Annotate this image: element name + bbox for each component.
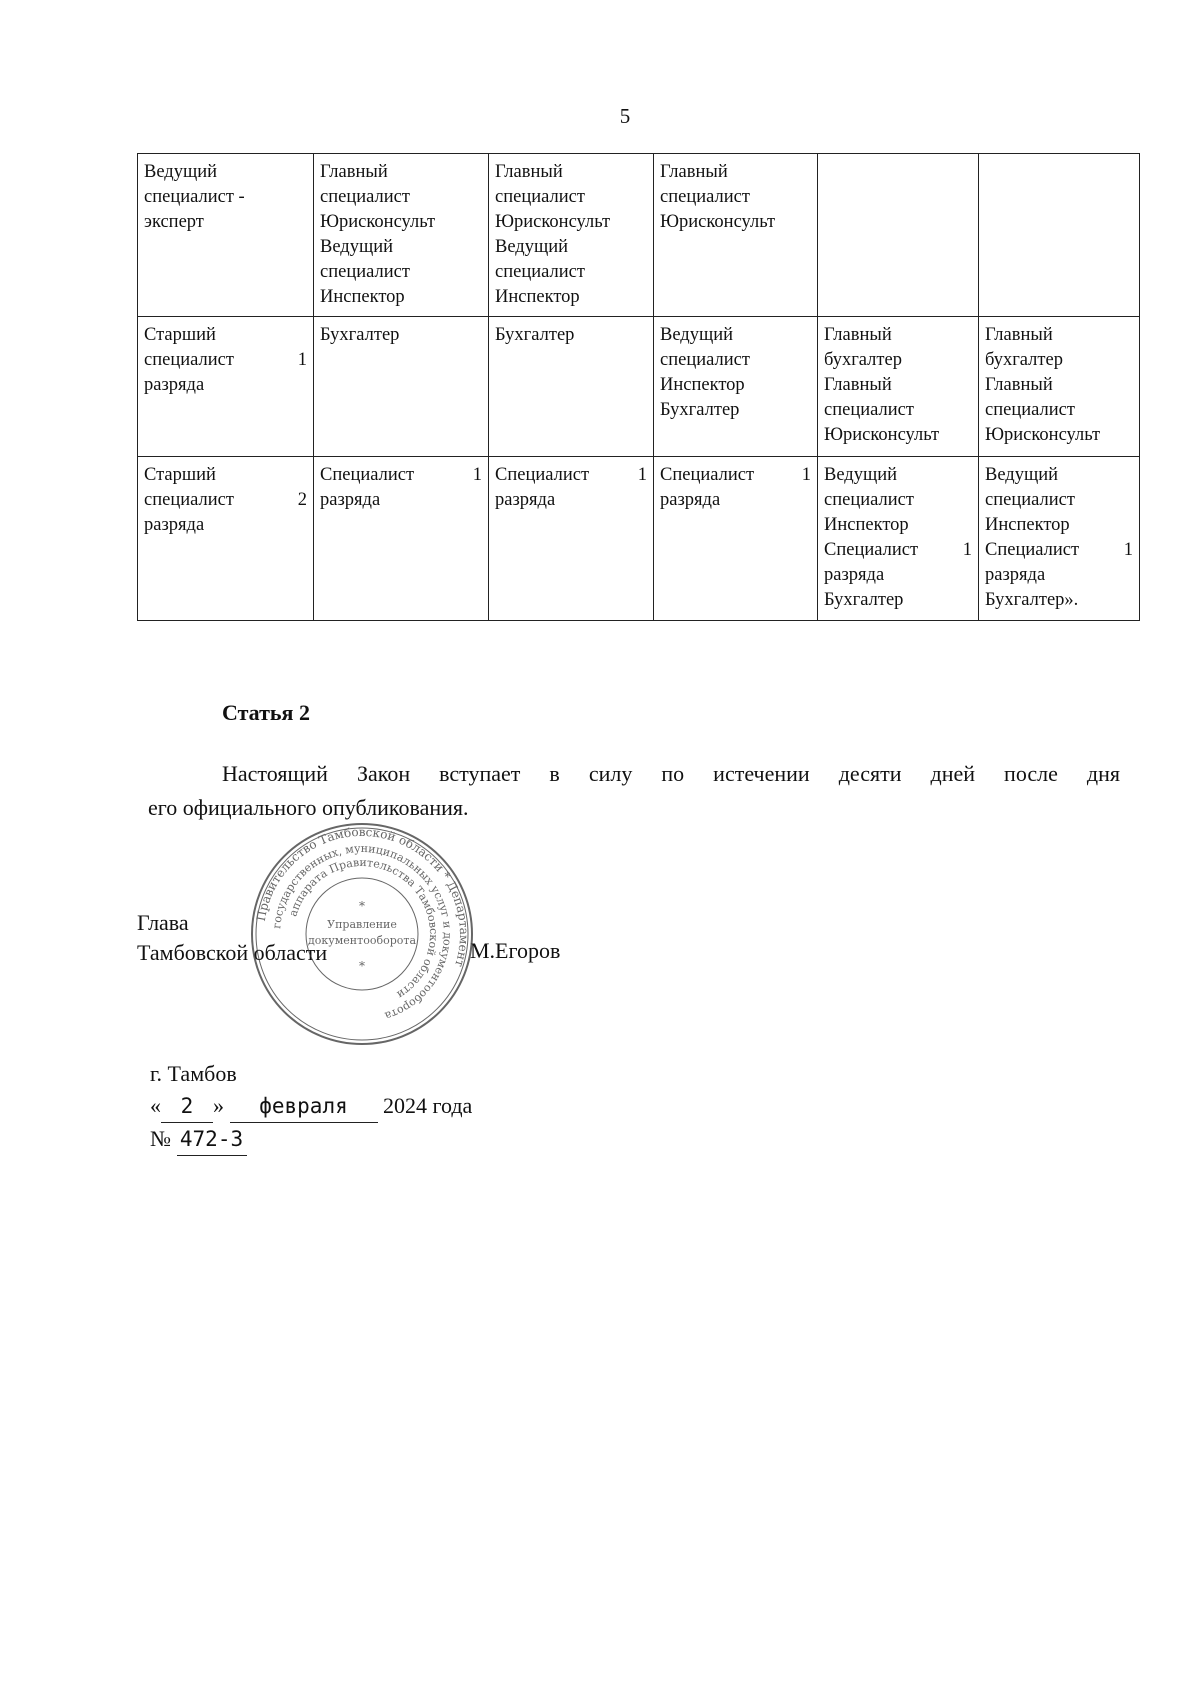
table-cell-line: Главный <box>985 325 1053 345</box>
table-cell-line: Специалист 1 <box>320 465 482 485</box>
article-text-line-1: Настоящий Закон вступает в силу по истечении десяти дней после дня <box>222 761 1120 786</box>
table-cell-line: Инспектор <box>495 287 580 307</box>
table-cell-line: специалист <box>320 187 410 207</box>
table-cell-line: Главный <box>320 162 388 182</box>
table-cell-line: Специалист 1 <box>824 540 972 560</box>
table-cell-line: разряда <box>985 565 1046 585</box>
table-row <box>138 317 1140 457</box>
article-text <box>148 757 1120 825</box>
signature-role-line-2: Тамбовской области <box>137 940 328 965</box>
svg-text:аппарата Правительства Тамбовс: аппарата Правительства Тамбовской области <box>286 855 441 1002</box>
table-cell-line: Ведущий <box>985 465 1059 485</box>
date-close-quote: » <box>213 1093 224 1118</box>
signing-date <box>150 1090 472 1123</box>
table-cell <box>314 154 489 317</box>
table-cell-line: специалист <box>985 490 1075 510</box>
svg-text:*: * <box>359 959 365 973</box>
signature-name: М.Егоров <box>470 938 561 963</box>
table-row-header-cell <box>138 317 314 457</box>
table-cell-line: специалист 2 <box>144 490 307 510</box>
table-cell <box>979 317 1140 457</box>
table-cell <box>314 317 489 457</box>
table-cell-line: Старший <box>144 465 216 485</box>
table-cell-line: бухгалтер <box>824 350 902 370</box>
table-cell <box>818 154 979 317</box>
table-cell-line: разряда <box>660 490 721 510</box>
page-number: 5 <box>619 104 631 128</box>
table-cell-line: разряда <box>495 490 556 510</box>
table-cell <box>818 457 979 621</box>
table-row-header-cell <box>138 154 314 317</box>
date-open-quote: « <box>150 1093 161 1118</box>
table-cell-line: специалист <box>824 490 914 510</box>
table-cell-line: Юрисконсульт <box>824 425 940 445</box>
table-cell-line: Ведущий <box>495 237 569 257</box>
table-cell <box>979 154 1140 317</box>
table-row <box>138 457 1140 621</box>
table-cell-line: Бухгалтер». <box>985 590 1079 610</box>
city: г. Тамбов <box>150 1061 237 1086</box>
table-cell-line: специалист <box>320 262 410 282</box>
table-cell-line: специалист 1 <box>144 350 307 370</box>
table-cell <box>654 457 818 621</box>
table-cell <box>654 154 818 317</box>
table-cell-line: Инспектор <box>985 515 1070 535</box>
law-number <box>150 1123 472 1156</box>
table-cell <box>979 457 1140 621</box>
table-cell-line: специалист <box>824 400 914 420</box>
date-day: 2 <box>161 1090 213 1123</box>
table-cell-line: Бухгалтер <box>824 590 904 610</box>
table-cell-line: Юрисконсульт <box>495 212 611 232</box>
table-cell <box>489 317 654 457</box>
article-text-line-2: его официального опубликования. <box>148 795 469 820</box>
date-month: февраля <box>230 1090 378 1123</box>
table-cell-line: Юрисконсульт <box>660 212 776 232</box>
table-cell-line: Юрисконсульт <box>985 425 1101 445</box>
table-cell-line: эксперт <box>144 212 204 232</box>
date-year: 2024 года <box>383 1093 473 1118</box>
table-cell-line: разряда <box>824 565 885 585</box>
table-cell-line: Бухгалтер <box>495 325 575 345</box>
table-cell-line: разряда <box>144 375 205 395</box>
table-cell-line: Главный <box>824 325 892 345</box>
table-cell-line: Бухгалтер <box>660 400 740 420</box>
signature-role-line-1: Глава <box>137 910 189 935</box>
table-cell-line: бухгалтер <box>985 350 1063 370</box>
table-cell-line: разряда <box>320 490 381 510</box>
place-date-number <box>150 1058 472 1156</box>
svg-text:Правительство Тамбовской облас: Правительство Тамбовской области * Департамент <box>253 824 472 969</box>
table-row <box>138 154 1140 317</box>
table-cell-line: Инспектор <box>824 515 909 535</box>
table-cell-line: Бухгалтер <box>320 325 400 345</box>
svg-text:государственных, муниципальных: государственных, муниципальных услуг и документооборота <box>270 841 455 1023</box>
table-cell-line: Главный <box>985 375 1053 395</box>
table-row-header-cell <box>138 457 314 621</box>
table-cell-line: Ведущий <box>144 162 218 182</box>
table-cell-line: Старший <box>144 325 216 345</box>
table-cell <box>818 317 979 457</box>
table-cell-line: специалист - <box>144 187 245 207</box>
table-cell-line: специалист <box>985 400 1075 420</box>
official-seal-stamp <box>248 820 476 1048</box>
table-cell <box>314 457 489 621</box>
table-cell <box>489 457 654 621</box>
table-cell-line: специалист <box>660 350 750 370</box>
table-cell-line: Инспектор <box>660 375 745 395</box>
table-cell <box>654 317 818 457</box>
law-number-value: 472-З <box>177 1123 247 1156</box>
positions-table <box>137 153 1140 621</box>
table-cell-line: разряда <box>144 515 205 535</box>
law-number-label: № <box>150 1126 171 1151</box>
svg-text:*: * <box>359 899 365 913</box>
table-cell-line: Специалист 1 <box>985 540 1133 560</box>
table-cell-line: Главный <box>495 162 563 182</box>
table-cell-line: Ведущий <box>660 325 734 345</box>
table-cell-line: Инспектор <box>320 287 405 307</box>
table-cell-line: специалист <box>495 262 585 282</box>
table-cell-line: Юрисконсульт <box>320 212 436 232</box>
table-cell-line: Специалист 1 <box>660 465 811 485</box>
table-cell-line: Ведущий <box>320 237 394 257</box>
svg-text:Управление: Управление <box>327 918 397 931</box>
table-cell-line: специалист <box>495 187 585 207</box>
table-cell-line: Главный <box>824 375 892 395</box>
table-cell-line: Главный <box>660 162 728 182</box>
svg-text:документооборота: документооборота <box>307 934 417 947</box>
table-cell <box>489 154 654 317</box>
table-cell-line: специалист <box>660 187 750 207</box>
table-cell-line: Специалист 1 <box>495 465 647 485</box>
article-title: Статья 2 <box>222 700 310 725</box>
table-cell-line: Ведущий <box>824 465 898 485</box>
